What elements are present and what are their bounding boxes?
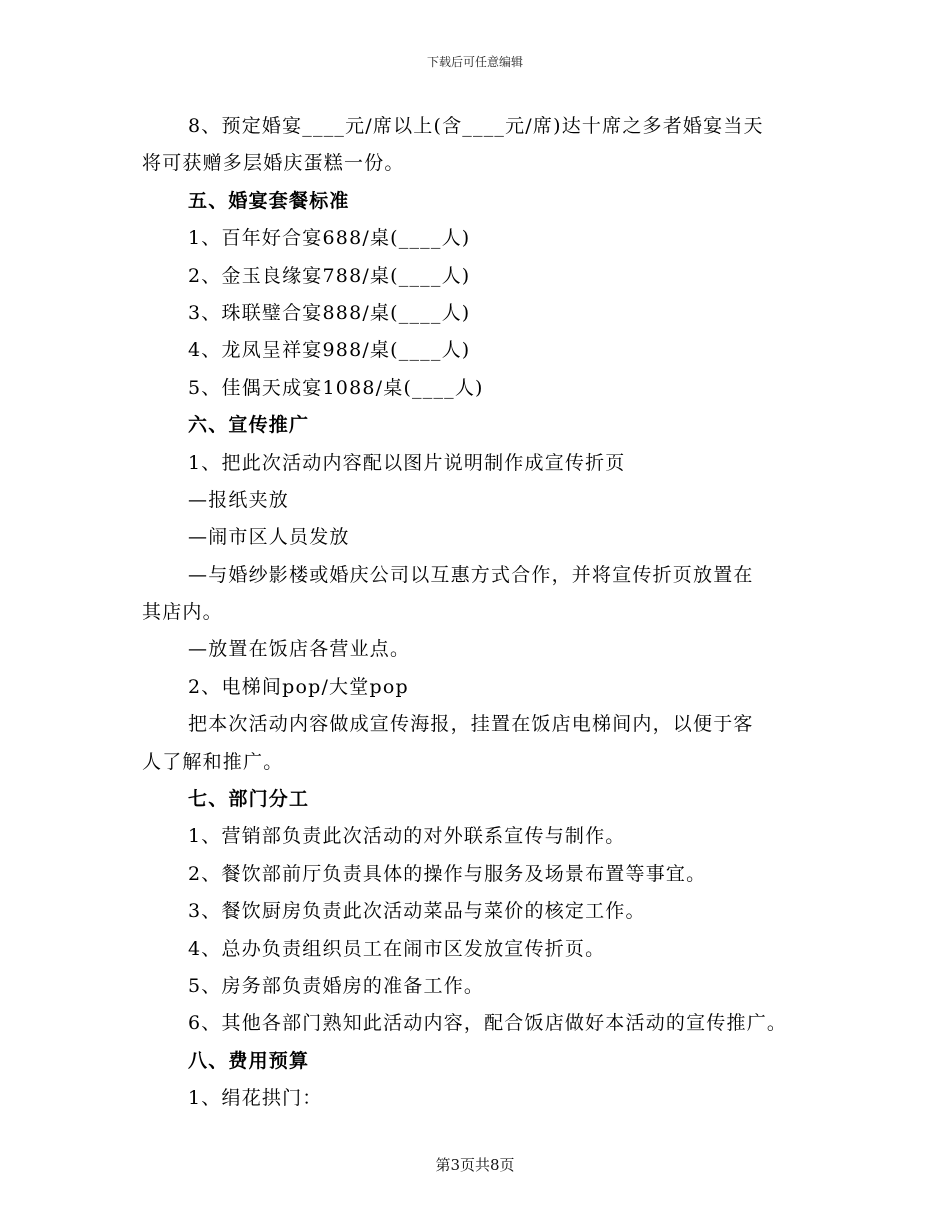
section-heading: 八、费用预算	[188, 1049, 310, 1072]
section-heading: 五、婚宴套餐标准	[188, 189, 350, 212]
text-line: 2、餐饮部前厅负责具体的操作与服务及场景布置等事宜。	[188, 862, 707, 885]
text-line: 3、餐饮厨房负责此次活动菜品与菜价的核定工作。	[188, 900, 646, 923]
section-heading: 七、部门分工	[188, 788, 310, 811]
section-heading: 六、宣传推广	[188, 414, 310, 437]
text-line: 4、总办负责组织员工在闹市区发放宣传折页。	[188, 937, 606, 960]
text-line: —报纸夹放	[188, 488, 290, 511]
text-line: 6、其他各部门熟知此活动内容，配合饭店做好本活动的宣传推广。	[188, 1012, 788, 1035]
text-line: 人了解和推广。	[142, 750, 284, 773]
text-line: 1、把此次活动内容配以图片说明制作成宣传折页	[188, 451, 626, 474]
text-line: 5、佳偶天成宴1088/桌(____人)	[188, 376, 484, 399]
text-line: 5、房务部负责婚房的准备工作。	[188, 974, 485, 997]
document-body	[142, 108, 822, 1118]
text-line: —放置在饭店各营业点。	[188, 638, 411, 661]
text-line: 1、绢花拱门：	[188, 1087, 323, 1110]
text-line: 2、电梯间pop/大堂pop	[188, 675, 409, 698]
text-line: 其店内。	[142, 601, 223, 624]
text-line: 8、预定婚宴____元/席以上(含____元/席)达十席之多者婚宴当天	[188, 115, 764, 137]
text-line: —闹市区人员发放	[188, 526, 350, 549]
text-line: 3、珠联璧合宴888/桌(____人)	[188, 301, 471, 324]
text-line: 1、百年好合宴688/桌(____人)	[188, 227, 471, 250]
text-line: —与婚纱影楼或婚庆公司以互惠方式合作，并将宣传折页放置在	[188, 563, 754, 586]
text-line: 1、营销部负责此次活动的对外联系宣传与制作。	[188, 825, 626, 848]
text-line: 2、金玉良缘宴788/桌(____人)	[188, 264, 471, 287]
text-line: 把本次活动内容做成宣传海报，挂置在饭店电梯间内，以便于客	[188, 713, 754, 736]
page-footer: 第3页共8页	[435, 1156, 515, 1174]
text-line: 4、龙凤呈祥宴988/桌(____人)	[188, 339, 471, 362]
page-header: 下载后可任意编辑	[426, 55, 523, 69]
text-line: 将可获赠多层婚庆蛋糕一份。	[142, 152, 405, 175]
